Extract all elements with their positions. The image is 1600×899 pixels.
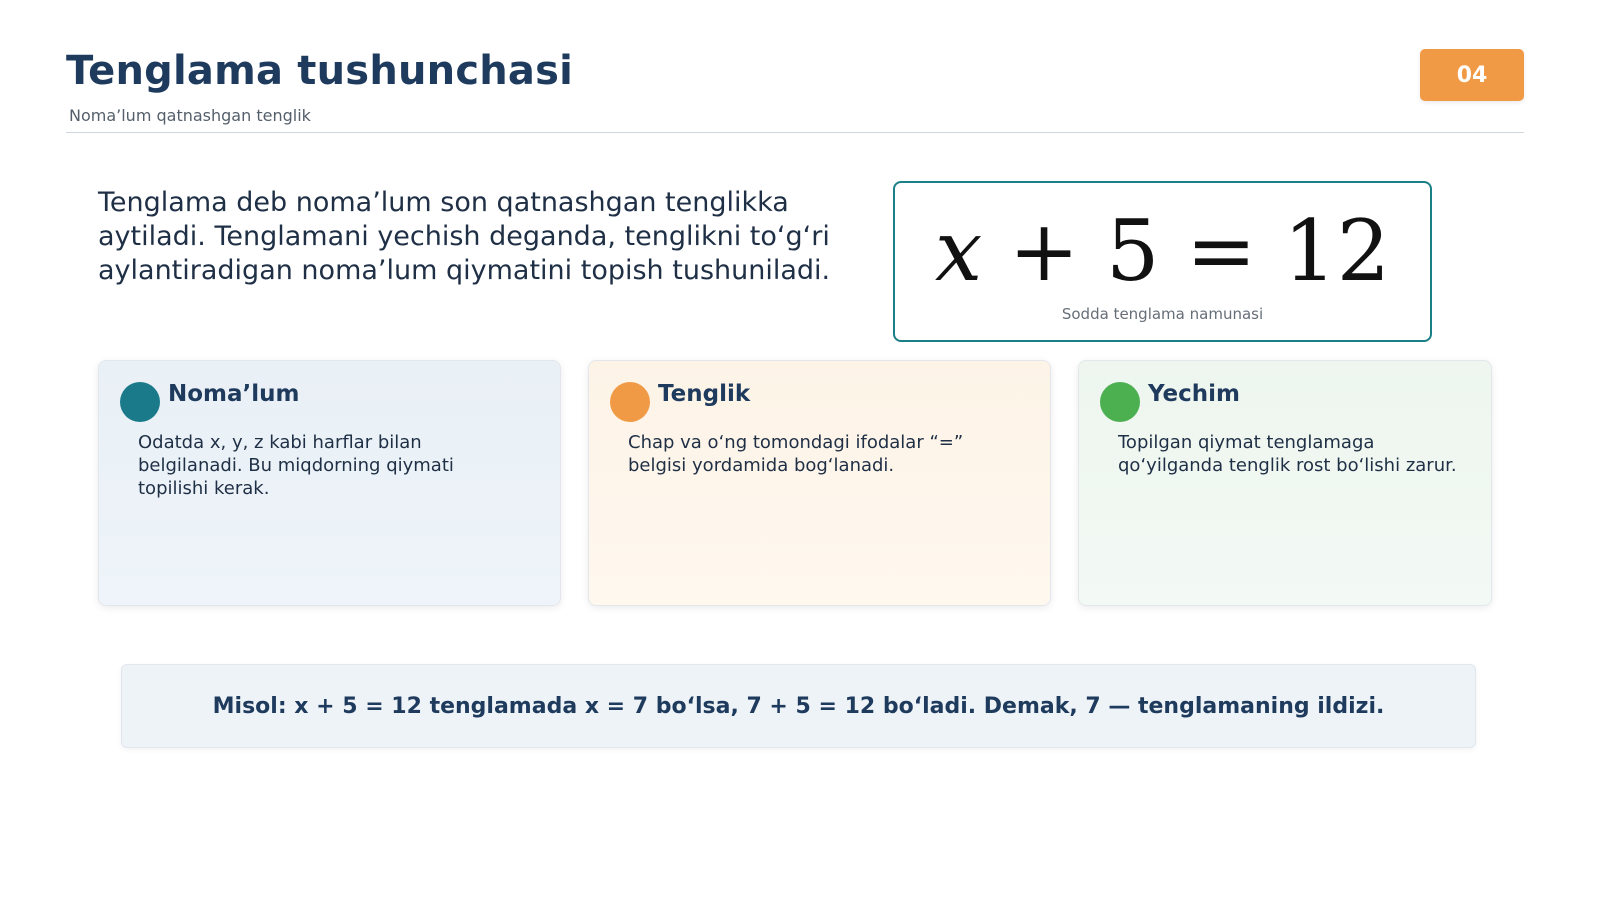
example-box xyxy=(121,664,1476,748)
card-text: Topilgan qiymat tenglamaga qo‘yilganda tenglik rost bo‘lishi zarur. xyxy=(1118,432,1457,476)
page-title: Tenglama tushunchasi xyxy=(66,48,574,94)
formula-box xyxy=(893,181,1432,342)
formula-caption: Sodda tenglama namunasi xyxy=(1061,305,1264,323)
orange-circle-icon xyxy=(610,382,650,422)
teal-circle-icon xyxy=(120,382,160,422)
formula-expression: x + 5 = 12 xyxy=(934,202,1391,300)
card-title: Tenglik xyxy=(658,381,751,407)
example-text: Misol: x + 5 = 12 tenglamada x = 7 bo‘lsa, 7 + 5 = 12 bo‘ladi. Demak, 7 — tenglamaning ildizi. xyxy=(212,693,1385,719)
formula-variable: x xyxy=(934,202,983,300)
page-number-badge: 04 xyxy=(1420,49,1524,101)
page-subtitle: Noma’lum qatnashgan tenglik xyxy=(69,106,311,125)
card-title: Yechim xyxy=(1148,381,1240,407)
card-solution xyxy=(1078,360,1492,606)
card-text: Odatda x, y, z kabi harflar bilan belgilanadi. Bu miqdorning qiymati topilishi kerak. xyxy=(138,432,454,499)
header-divider xyxy=(66,132,1524,133)
green-circle-icon xyxy=(1100,382,1140,422)
intro-text: Tenglama deb noma’lum son qatnashgan tenglikka aytiladi. Tenglamani yechish deganda, tenglikni to‘g‘ri aylantiradigan noma’lum qiymatini topish tushuniladi. xyxy=(98,187,831,286)
card-title: Noma’lum xyxy=(168,381,300,407)
card-equality xyxy=(588,360,1051,606)
card-unknown xyxy=(98,360,561,606)
card-text: Chap va o‘ng tomondagi ifodalar “=” belgisi yordamida bog‘lanadi. xyxy=(628,432,964,476)
